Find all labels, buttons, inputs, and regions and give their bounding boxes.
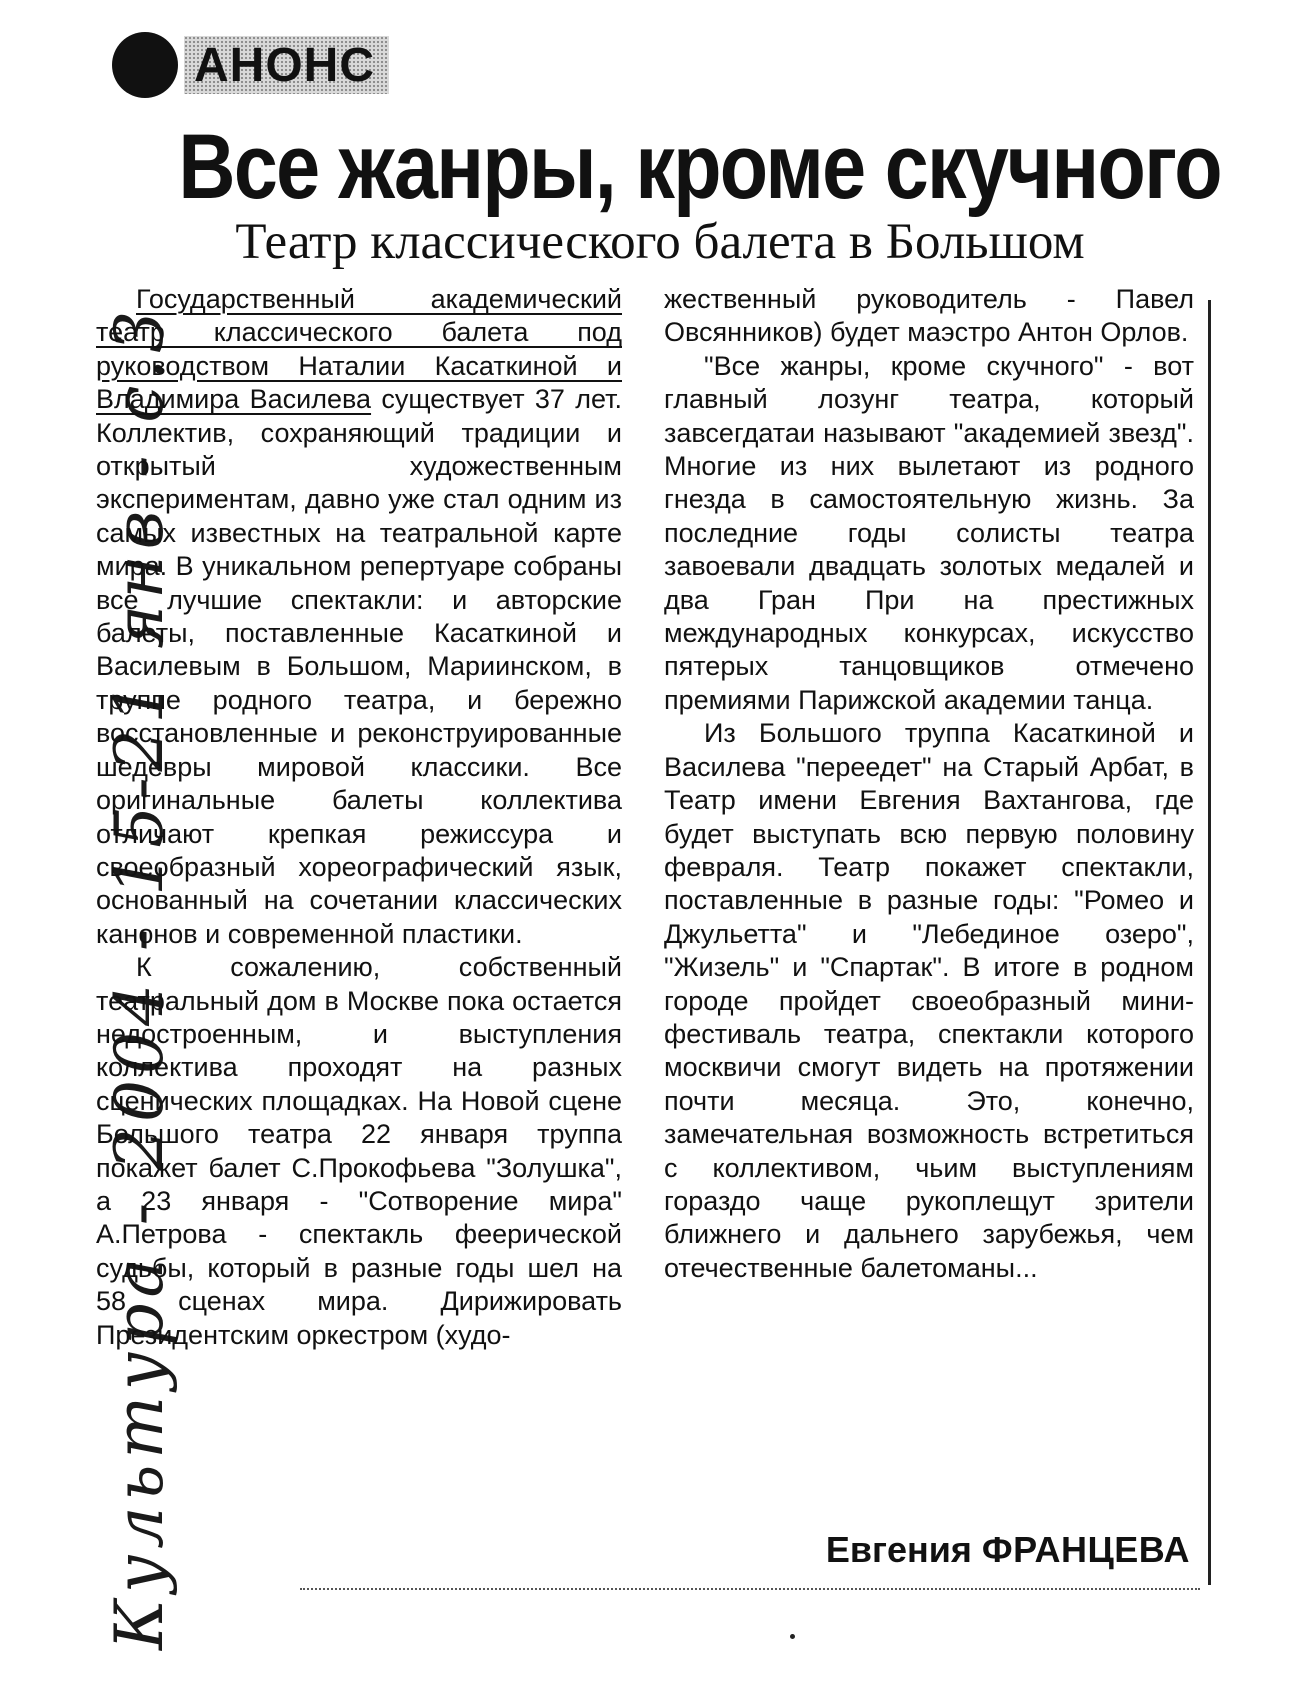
byline-last-name: ФРАНЦЕВА (981, 1529, 1190, 1570)
subheadline: Театр классического балета в Большом (235, 214, 1085, 270)
article-paragraph-3: "Все жанры, кроме скучного" - вот главный лозунг театра, который завсегдатаи называют "академией звезд". Многие из них вылетают из родного гнезда в самостоятельную жизнь. За последние годы солисты театра завоевали двадцать золотых медалей и два Гран При на престижных международных конкурсах, искусство пятерых танцовщиков отмечено премиями Парижской академии танца. (664, 350, 1194, 715)
bottom-rule (300, 1588, 1200, 1590)
article-paragraph-4: Из Большого труппа Касаткиной и Василева "переедет" на Старый Арбат, в Театр имени Евгения Вахтангова, где будет выступать всю первую половину февраля. Театр покажет спектакли, поставленные в разные годы: "Ромео и Джульетта" и "Лебединое озеро", "Жизель" и "Спартак". В итоге в родном городе пройдет своеобразный мини-фестиваль театра, спектакли которого москвичи смогут видеть на протяжении почти месяца. Это, конечно, замечательная возможность встретиться с коллективом, чьим выступлениям гораздо чаще рукоплещут зрители ближнего и дальнего зарубежья, чем отечественные балетоманы... (664, 718, 1194, 1283)
article-lead-underlined: Государственный академический театр классического балета под руководством Наталии Касаткиной и Владимира Василева (96, 284, 622, 415)
headline: Все жанры, кроме скучного (178, 116, 1221, 218)
rubric-plate (184, 36, 389, 94)
rubric (112, 30, 392, 100)
article-paragraph-2: К сожалению, собственный театральный дом в Москве пока остается недостроенным, и выступления коллектива проходят на разных сценических площадках. На Новой сцене Большого театра 22 января труппа покажет балет С.Прокофьева "Золушка", а 23 января - "Сотворение мира" А.Петрова - спектакль феерической судьбы, который в разные годы шел на 58 сценах мира. Дирижировать Президентским оркестром (худо- (96, 952, 622, 1350)
scan-speck (790, 1634, 795, 1639)
rubric-bullet-icon (112, 32, 178, 98)
article-paragraph-1 (96, 283, 622, 951)
article-paragraph-2-continued: жественный руководитель - Павел Овсянников) будет маэстро Антон Орлов. (664, 284, 1194, 348)
article-lead-rest: существует 37 лет. Коллектив, сохраняющий традиции и открытый художественным экспериментам, давно уже стал одним из самых известных на театральной карте мира. В уникальном репертуаре собраны все лучшие спектакли: и авторские балеты, поставленные Касаткиной и Василевым в Большом, Мариинском, в труппе родного театра, и бережно восстановленные и реконструированные шедевры мировой классики. Все оригинальные балеты коллектива отличают крепкая режиссура и своеобразный хореографический язык, основанный на сочетании классических канонов и современной пластики. (96, 384, 622, 949)
article-column-right (664, 283, 1194, 1285)
column-rule-vertical (1208, 300, 1211, 1585)
byline (826, 1528, 1190, 1572)
byline-first-name: Евгения (825, 1529, 972, 1570)
article-column-left (96, 283, 622, 1352)
handwritten-note: Культура - 2004 - 15-21 янв - с.3 (101, 304, 178, 1650)
rubric-label: АНОНС (194, 38, 375, 92)
